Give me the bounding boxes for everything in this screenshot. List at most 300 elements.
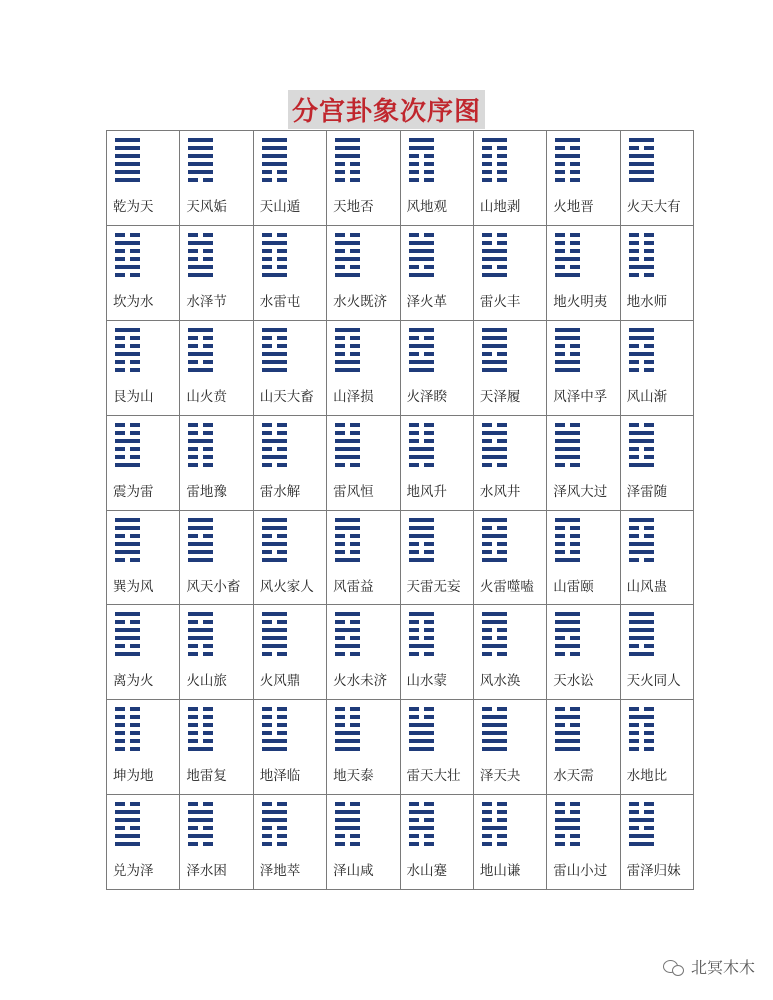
hexagram-symbol bbox=[335, 518, 360, 566]
yang-line bbox=[482, 558, 507, 562]
yin-line bbox=[188, 652, 213, 656]
page-title bbox=[0, 90, 773, 129]
yin-line bbox=[555, 723, 580, 727]
yin-line bbox=[188, 344, 213, 348]
yang-line bbox=[262, 739, 287, 743]
hexagram-cell bbox=[621, 226, 694, 321]
yang-line bbox=[629, 818, 654, 822]
hexagram-symbol bbox=[555, 612, 580, 660]
hexagram-name: 泽山咸 bbox=[333, 863, 374, 880]
yin-line bbox=[555, 178, 580, 182]
yin-line bbox=[555, 802, 580, 806]
yang-line bbox=[629, 463, 654, 467]
yang-line bbox=[629, 612, 654, 616]
yang-line bbox=[482, 368, 507, 372]
hexagram-symbol bbox=[409, 707, 434, 755]
yang-line bbox=[188, 550, 213, 554]
yin-line bbox=[629, 447, 654, 451]
yin-line bbox=[482, 352, 507, 356]
yang-line bbox=[555, 368, 580, 372]
hexagram-symbol bbox=[629, 612, 654, 660]
yang-line bbox=[409, 257, 434, 261]
hexagram-name: 雷山小过 bbox=[553, 863, 608, 880]
yang-line bbox=[188, 834, 213, 838]
hexagram-name: 地火明夷 bbox=[553, 293, 608, 310]
yin-line bbox=[335, 344, 360, 348]
yang-line bbox=[262, 644, 287, 648]
yin-line bbox=[188, 360, 213, 364]
yang-line bbox=[555, 558, 580, 562]
yang-line bbox=[335, 826, 360, 830]
yang-line bbox=[629, 336, 654, 340]
yin-line bbox=[188, 620, 213, 624]
hexagram-symbol bbox=[482, 328, 507, 376]
yang-line bbox=[629, 170, 654, 174]
yang-line bbox=[188, 138, 213, 142]
yin-line bbox=[115, 336, 140, 340]
yin-line bbox=[482, 154, 507, 158]
yin-line bbox=[555, 652, 580, 656]
hexagram-cell bbox=[327, 416, 400, 511]
yang-line bbox=[555, 612, 580, 616]
hexagram-name: 火山旅 bbox=[186, 673, 227, 690]
yin-line bbox=[188, 842, 213, 846]
wechat-icon bbox=[663, 958, 685, 976]
hexagram-name: 天泽履 bbox=[479, 388, 521, 405]
yang-line bbox=[482, 731, 507, 735]
hexagram-symbol bbox=[482, 138, 507, 186]
yang-line bbox=[335, 154, 360, 158]
yin-line bbox=[262, 534, 287, 538]
hexagram-name: 水火既济 bbox=[333, 293, 388, 310]
hexagram-symbol bbox=[115, 423, 140, 471]
yang-line bbox=[115, 612, 140, 616]
yin-line bbox=[115, 233, 140, 237]
yang-line bbox=[115, 834, 140, 838]
hexagram-cell bbox=[474, 416, 547, 511]
yin-line bbox=[262, 431, 287, 435]
yin-line bbox=[629, 257, 654, 261]
hexagram-cell bbox=[180, 226, 253, 321]
yang-line bbox=[115, 628, 140, 632]
yang-line bbox=[188, 170, 213, 174]
yang-line bbox=[555, 431, 580, 435]
yin-line bbox=[555, 241, 580, 245]
hexagram-name: 巽为风 bbox=[113, 578, 154, 595]
yin-line bbox=[335, 463, 360, 467]
yang-line bbox=[335, 439, 360, 443]
yin-line bbox=[115, 739, 140, 743]
yang-line bbox=[335, 644, 360, 648]
hexagram-name: 天山遁 bbox=[259, 199, 301, 215]
hexagram-cell bbox=[474, 605, 547, 700]
yang-line bbox=[335, 273, 360, 277]
yang-line bbox=[115, 241, 140, 245]
yang-line bbox=[188, 558, 213, 562]
hexagram-name: 水地比 bbox=[626, 768, 668, 785]
yang-line bbox=[188, 518, 213, 522]
hexagram-cell bbox=[254, 131, 327, 226]
hexagram-cell bbox=[547, 700, 620, 795]
yang-line bbox=[482, 747, 507, 751]
yin-line bbox=[555, 233, 580, 237]
hexagram-cell bbox=[107, 416, 180, 511]
yang-line bbox=[335, 241, 360, 245]
yang-line bbox=[115, 518, 140, 522]
yin-line bbox=[262, 233, 287, 237]
hexagram-name: 雷风恒 bbox=[333, 483, 374, 500]
hexagram-cell bbox=[327, 605, 400, 700]
yin-line bbox=[409, 707, 434, 711]
hexagram-name: 风泽中孚 bbox=[553, 388, 608, 405]
yin-line bbox=[629, 526, 654, 530]
yin-line bbox=[115, 644, 140, 648]
hexagram-name: 地山谦 bbox=[479, 863, 521, 880]
yin-line bbox=[629, 534, 654, 538]
yang-line bbox=[188, 368, 213, 372]
yin-line bbox=[335, 842, 360, 846]
hexagram-symbol bbox=[629, 138, 654, 186]
yang-line bbox=[335, 526, 360, 530]
yin-line bbox=[335, 170, 360, 174]
hexagram-symbol bbox=[188, 802, 213, 850]
hexagram-cell bbox=[107, 795, 180, 890]
yin-line bbox=[409, 423, 434, 427]
yang-line bbox=[555, 138, 580, 142]
yang-line bbox=[115, 463, 140, 467]
yin-line bbox=[482, 628, 507, 632]
yin-line bbox=[262, 834, 287, 838]
yang-line bbox=[409, 731, 434, 735]
hexagram-name: 水山蹇 bbox=[406, 863, 447, 880]
hexagram-cell bbox=[107, 131, 180, 226]
yin-line bbox=[409, 170, 434, 174]
yang-line bbox=[115, 265, 140, 269]
yin-line bbox=[188, 826, 213, 830]
yin-line bbox=[115, 534, 140, 538]
yin-line bbox=[409, 439, 434, 443]
hexagram-symbol bbox=[188, 707, 213, 755]
yin-line bbox=[555, 550, 580, 554]
yang-line bbox=[188, 241, 213, 245]
hexagram-name: 火天大有 bbox=[626, 199, 681, 215]
hexagram-cell bbox=[254, 416, 327, 511]
yang-line bbox=[482, 455, 507, 459]
yin-line bbox=[262, 265, 287, 269]
hexagram-cell bbox=[180, 605, 253, 700]
hexagram-name: 水雷屯 bbox=[259, 293, 301, 310]
yang-line bbox=[262, 439, 287, 443]
yin-line bbox=[262, 257, 287, 261]
yin-line bbox=[482, 146, 507, 150]
yin-line bbox=[555, 344, 580, 348]
yin-line bbox=[629, 644, 654, 648]
yang-line bbox=[555, 620, 580, 624]
hexagram-symbol bbox=[482, 423, 507, 471]
yang-line bbox=[262, 636, 287, 640]
yang-line bbox=[555, 644, 580, 648]
hexagram-name: 山天大畜 bbox=[259, 388, 314, 405]
hexagram-symbol bbox=[115, 138, 140, 186]
hexagram-symbol bbox=[555, 138, 580, 186]
yang-line bbox=[262, 526, 287, 530]
hexagram-symbol bbox=[409, 233, 434, 281]
hexagram-name: 火泽睽 bbox=[406, 388, 447, 405]
yang-line bbox=[262, 162, 287, 166]
hexagram-symbol bbox=[555, 802, 580, 850]
yin-line bbox=[335, 715, 360, 719]
yin-line bbox=[188, 455, 213, 459]
hexagram-symbol bbox=[555, 328, 580, 376]
yang-line bbox=[629, 518, 654, 522]
yin-line bbox=[115, 620, 140, 624]
hexagram-cell bbox=[621, 795, 694, 890]
yang-line bbox=[262, 612, 287, 616]
yang-line bbox=[629, 628, 654, 632]
yin-line bbox=[482, 241, 507, 245]
yang-line bbox=[555, 628, 580, 632]
hexagram-name: 风山渐 bbox=[626, 388, 668, 405]
hexagram-symbol bbox=[629, 802, 654, 850]
hexagram-symbol bbox=[188, 138, 213, 186]
yang-line bbox=[409, 455, 434, 459]
yang-line bbox=[555, 273, 580, 277]
yang-line bbox=[629, 178, 654, 182]
yang-line bbox=[482, 826, 507, 830]
hexagram-name: 地风升 bbox=[406, 483, 447, 500]
yang-line bbox=[409, 826, 434, 830]
yang-line bbox=[482, 644, 507, 648]
hexagram-symbol bbox=[629, 518, 654, 566]
yang-line bbox=[555, 818, 580, 822]
yin-line bbox=[335, 162, 360, 166]
hexagram-name: 水风井 bbox=[479, 483, 521, 500]
yin-line bbox=[335, 620, 360, 624]
yin-line bbox=[409, 336, 434, 340]
yang-line bbox=[115, 146, 140, 150]
yang-line bbox=[115, 162, 140, 166]
yang-line bbox=[262, 518, 287, 522]
yin-line bbox=[115, 731, 140, 735]
yang-line bbox=[188, 628, 213, 632]
yin-line bbox=[188, 739, 213, 743]
hexagram-cell bbox=[107, 605, 180, 700]
yin-line bbox=[629, 249, 654, 253]
yang-line bbox=[262, 368, 287, 372]
hexagram-table bbox=[106, 130, 694, 890]
yang-line bbox=[188, 526, 213, 530]
yang-line bbox=[629, 715, 654, 719]
yin-line bbox=[482, 818, 507, 822]
hexagram-name: 雷火丰 bbox=[479, 293, 521, 310]
yin-line bbox=[555, 162, 580, 166]
yin-line bbox=[335, 652, 360, 656]
hexagram-name: 火水未济 bbox=[333, 673, 388, 690]
yin-line bbox=[482, 526, 507, 530]
yang-line bbox=[335, 731, 360, 735]
hexagram-symbol bbox=[335, 707, 360, 755]
yin-line bbox=[188, 249, 213, 253]
hexagram-symbol bbox=[629, 328, 654, 376]
hexagram-cell bbox=[474, 226, 547, 321]
hexagram-symbol bbox=[115, 707, 140, 755]
yang-line bbox=[555, 747, 580, 751]
hexagram-cell bbox=[254, 795, 327, 890]
yang-line bbox=[629, 265, 654, 269]
hexagram-symbol bbox=[262, 233, 287, 281]
yang-line bbox=[409, 344, 434, 348]
yang-line bbox=[482, 620, 507, 624]
yin-line bbox=[482, 652, 507, 656]
hexagram-symbol bbox=[188, 328, 213, 376]
yin-line bbox=[188, 534, 213, 538]
yang-line bbox=[335, 257, 360, 261]
yang-line bbox=[188, 747, 213, 751]
hexagram-name: 山雷颐 bbox=[553, 578, 594, 595]
yin-line bbox=[262, 344, 287, 348]
hexagram-cell bbox=[621, 131, 694, 226]
yin-line bbox=[555, 265, 580, 269]
yin-line bbox=[262, 447, 287, 451]
hexagram-cell bbox=[547, 131, 620, 226]
yin-line bbox=[188, 463, 213, 467]
yin-line bbox=[629, 455, 654, 459]
yin-line bbox=[262, 707, 287, 711]
hexagram-name: 火雷噬嗑 bbox=[479, 578, 534, 595]
yang-line bbox=[629, 431, 654, 435]
yang-line bbox=[555, 518, 580, 522]
hexagram-cell bbox=[474, 131, 547, 226]
hexagram-symbol bbox=[335, 423, 360, 471]
yang-line bbox=[335, 146, 360, 150]
hexagram-symbol bbox=[335, 138, 360, 186]
yin-line bbox=[409, 265, 434, 269]
yin-line bbox=[555, 463, 580, 467]
yin-line bbox=[335, 534, 360, 538]
yang-line bbox=[409, 518, 434, 522]
yang-line bbox=[629, 138, 654, 142]
hexagram-cell bbox=[180, 795, 253, 890]
hexagram-name: 泽水困 bbox=[186, 863, 227, 880]
yin-line bbox=[482, 439, 507, 443]
hexagram-cell bbox=[327, 226, 400, 321]
yin-line bbox=[335, 352, 360, 356]
yang-line bbox=[629, 834, 654, 838]
yang-line bbox=[629, 328, 654, 332]
yang-line bbox=[262, 146, 287, 150]
yin-line bbox=[409, 628, 434, 632]
hexagram-name: 地泽临 bbox=[259, 768, 301, 785]
yang-line bbox=[409, 360, 434, 364]
hexagram-symbol bbox=[555, 707, 580, 755]
yin-line bbox=[115, 747, 140, 751]
hexagram-cell bbox=[180, 700, 253, 795]
yin-line bbox=[482, 542, 507, 546]
hexagram-cell bbox=[621, 605, 694, 700]
yin-line bbox=[262, 826, 287, 830]
yang-line bbox=[115, 818, 140, 822]
yang-line bbox=[482, 336, 507, 340]
yang-line bbox=[629, 439, 654, 443]
yang-line bbox=[409, 612, 434, 616]
yin-line bbox=[262, 249, 287, 253]
hexagram-cell bbox=[254, 700, 327, 795]
hexagram-name: 山地剥 bbox=[479, 199, 521, 215]
yang-line bbox=[409, 558, 434, 562]
yin-line bbox=[409, 463, 434, 467]
hexagram-name: 水泽节 bbox=[186, 293, 227, 310]
yang-line bbox=[335, 368, 360, 372]
hexagram-cell bbox=[327, 795, 400, 890]
hexagram-symbol bbox=[188, 423, 213, 471]
yin-line bbox=[555, 170, 580, 174]
hexagram-cell bbox=[547, 416, 620, 511]
yang-line bbox=[555, 336, 580, 340]
yang-line bbox=[555, 154, 580, 158]
hexagram-symbol bbox=[335, 328, 360, 376]
hexagram-name: 风雷益 bbox=[333, 578, 374, 595]
yin-line bbox=[409, 178, 434, 182]
hexagram-symbol bbox=[629, 707, 654, 755]
yang-line bbox=[482, 534, 507, 538]
yin-line bbox=[335, 336, 360, 340]
yin-line bbox=[482, 550, 507, 554]
yang-line bbox=[188, 162, 213, 166]
hexagram-symbol bbox=[262, 138, 287, 186]
yin-line bbox=[335, 265, 360, 269]
hexagram-cell bbox=[180, 321, 253, 416]
hexagram-name: 乾为天 bbox=[113, 199, 154, 215]
yin-line bbox=[409, 154, 434, 158]
yin-line bbox=[335, 249, 360, 253]
hexagram-name: 山泽损 bbox=[333, 388, 374, 405]
hexagram-cell bbox=[401, 416, 474, 511]
hexagram-symbol bbox=[262, 802, 287, 850]
yang-line bbox=[555, 739, 580, 743]
yang-line bbox=[335, 455, 360, 459]
yang-line bbox=[262, 360, 287, 364]
hexagram-symbol bbox=[262, 612, 287, 660]
yin-line bbox=[482, 162, 507, 166]
yin-line bbox=[262, 842, 287, 846]
yang-line bbox=[262, 558, 287, 562]
hexagram-name: 震为雷 bbox=[113, 483, 154, 500]
yang-line bbox=[188, 439, 213, 443]
hexagram-symbol bbox=[555, 518, 580, 566]
yang-line bbox=[629, 652, 654, 656]
yin-line bbox=[629, 810, 654, 814]
yang-line bbox=[482, 612, 507, 616]
hexagram-symbol bbox=[188, 518, 213, 566]
hexagram-cell bbox=[327, 511, 400, 606]
hexagram-symbol bbox=[555, 233, 580, 281]
hexagram-symbol bbox=[115, 612, 140, 660]
yin-line bbox=[115, 802, 140, 806]
yin-line bbox=[335, 542, 360, 546]
yang-line bbox=[262, 154, 287, 158]
yin-line bbox=[555, 707, 580, 711]
hexagram-name: 风水涣 bbox=[479, 673, 521, 690]
yin-line bbox=[115, 558, 140, 562]
hexagram-name: 泽地萃 bbox=[259, 863, 301, 880]
yang-line bbox=[115, 542, 140, 546]
yang-line bbox=[262, 138, 287, 142]
yang-line bbox=[335, 628, 360, 632]
hexagram-name: 艮为山 bbox=[113, 388, 154, 405]
yang-line bbox=[555, 257, 580, 261]
yang-line bbox=[482, 328, 507, 332]
yin-line bbox=[482, 178, 507, 182]
